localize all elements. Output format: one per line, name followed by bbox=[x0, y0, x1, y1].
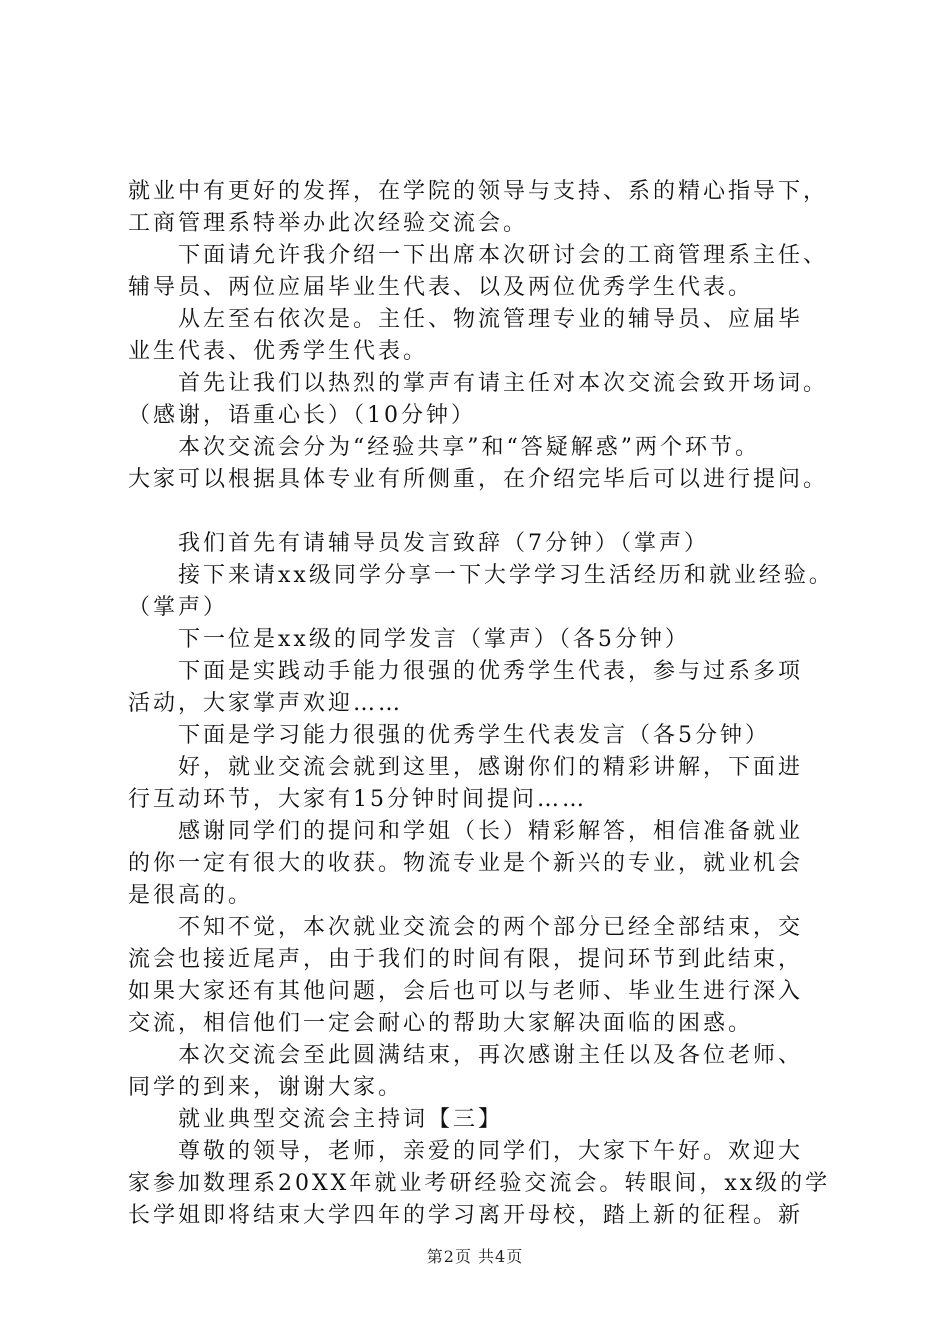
text-line: 下面请允许我介绍一下出席本次研讨会的工商管理系主任、 bbox=[178, 243, 829, 268]
text-line: 如果大家还有其他问题，会后也可以与老师、毕业生进行深入 bbox=[128, 979, 804, 1004]
text-line: 是很高的。 bbox=[128, 883, 254, 908]
text-line: 流会也接近尾声，由于我们的时间有限，提问环节到此结束， bbox=[128, 947, 804, 972]
text-line: 下面是实践动手能力很强的优秀学生代表，参与过系多项 bbox=[178, 659, 804, 684]
text-line: 好，就业交流会就到这里，感谢你们的精彩讲解，下面进 bbox=[178, 755, 804, 780]
text-line: （感谢，语重心长）（10分钟） bbox=[128, 403, 476, 428]
text-line: 长学姐即将结束大学四年的学习离开母校，踏上新的征程。新 bbox=[128, 1203, 804, 1228]
text-line: 活动，大家掌声欢迎…… bbox=[128, 691, 404, 716]
text-line: 感谢同学们的提问和学姐（长）精彩解答，相信准备就业 bbox=[178, 819, 804, 844]
text-line: 就业中有更好的发挥，在学院的领导与支持、系的精心指导下， bbox=[128, 179, 829, 204]
text-line: （掌声） bbox=[128, 595, 229, 620]
text-line: 行互动环节，大家有15分钟时间提问…… bbox=[128, 787, 587, 812]
text-line: 的你一定有很大的收获。物流专业是个新兴的专业，就业机会 bbox=[128, 851, 804, 876]
text-line: 家参加数理系20XX年就业考研经验交流会。转眼间，xx级的学 bbox=[128, 1171, 831, 1196]
text-line: 本次交流会分为“经验共享”和“答疑解惑”两个环节。 bbox=[178, 435, 760, 460]
text-line: 不知不觉，本次就业交流会的两个部分已经全部结束，交 bbox=[178, 915, 804, 940]
text-line: 首先让我们以热烈的掌声有请主任对本次交流会致开场词。 bbox=[178, 371, 829, 396]
text-line: 本次交流会至此圆满结束，再次感谢主任以及各位老师、 bbox=[178, 1043, 804, 1068]
text-line: 尊敬的领导，老师，亲爱的同学们，大家下午好。欢迎大 bbox=[178, 1139, 804, 1164]
text-line: 业生代表、优秀学生代表。 bbox=[128, 339, 429, 364]
document-body bbox=[128, 176, 834, 1232]
text-line: 就业典型交流会主持词【三】 bbox=[178, 1107, 504, 1132]
blank-line bbox=[128, 496, 834, 528]
text-line: 同学的到来，谢谢大家。 bbox=[128, 1075, 404, 1100]
text-line: 辅导员、两位应届毕业生代表、以及两位优秀学生代表。 bbox=[128, 275, 754, 300]
text-line: 接下来请xx级同学分享一下大学学习生活经历和就业经验。 bbox=[178, 563, 834, 588]
text-line: 工商管理系特举办此次经验交流会。 bbox=[128, 211, 529, 236]
text-line: 我们首先有请辅导员发言致辞（7分钟）（掌声） bbox=[178, 531, 709, 556]
text-line: 下面是学习能力很强的优秀学生代表发言（各5分钟） bbox=[178, 723, 770, 748]
text-line: 从左至右依次是。主任、物流管理专业的辅导员、应届毕 bbox=[178, 307, 804, 332]
text-line: 交流，相信他们一定会耐心的帮助大家解决面临的困惑。 bbox=[128, 1011, 754, 1036]
page-footer: 第2页 共4页 bbox=[426, 1247, 524, 1266]
text-line: 大家可以根据具体专业有所侧重，在介绍完毕后可以进行提问。 bbox=[128, 467, 829, 492]
text-line: 下一位是xx级的同学发言（掌声）（各5分钟） bbox=[178, 627, 690, 652]
